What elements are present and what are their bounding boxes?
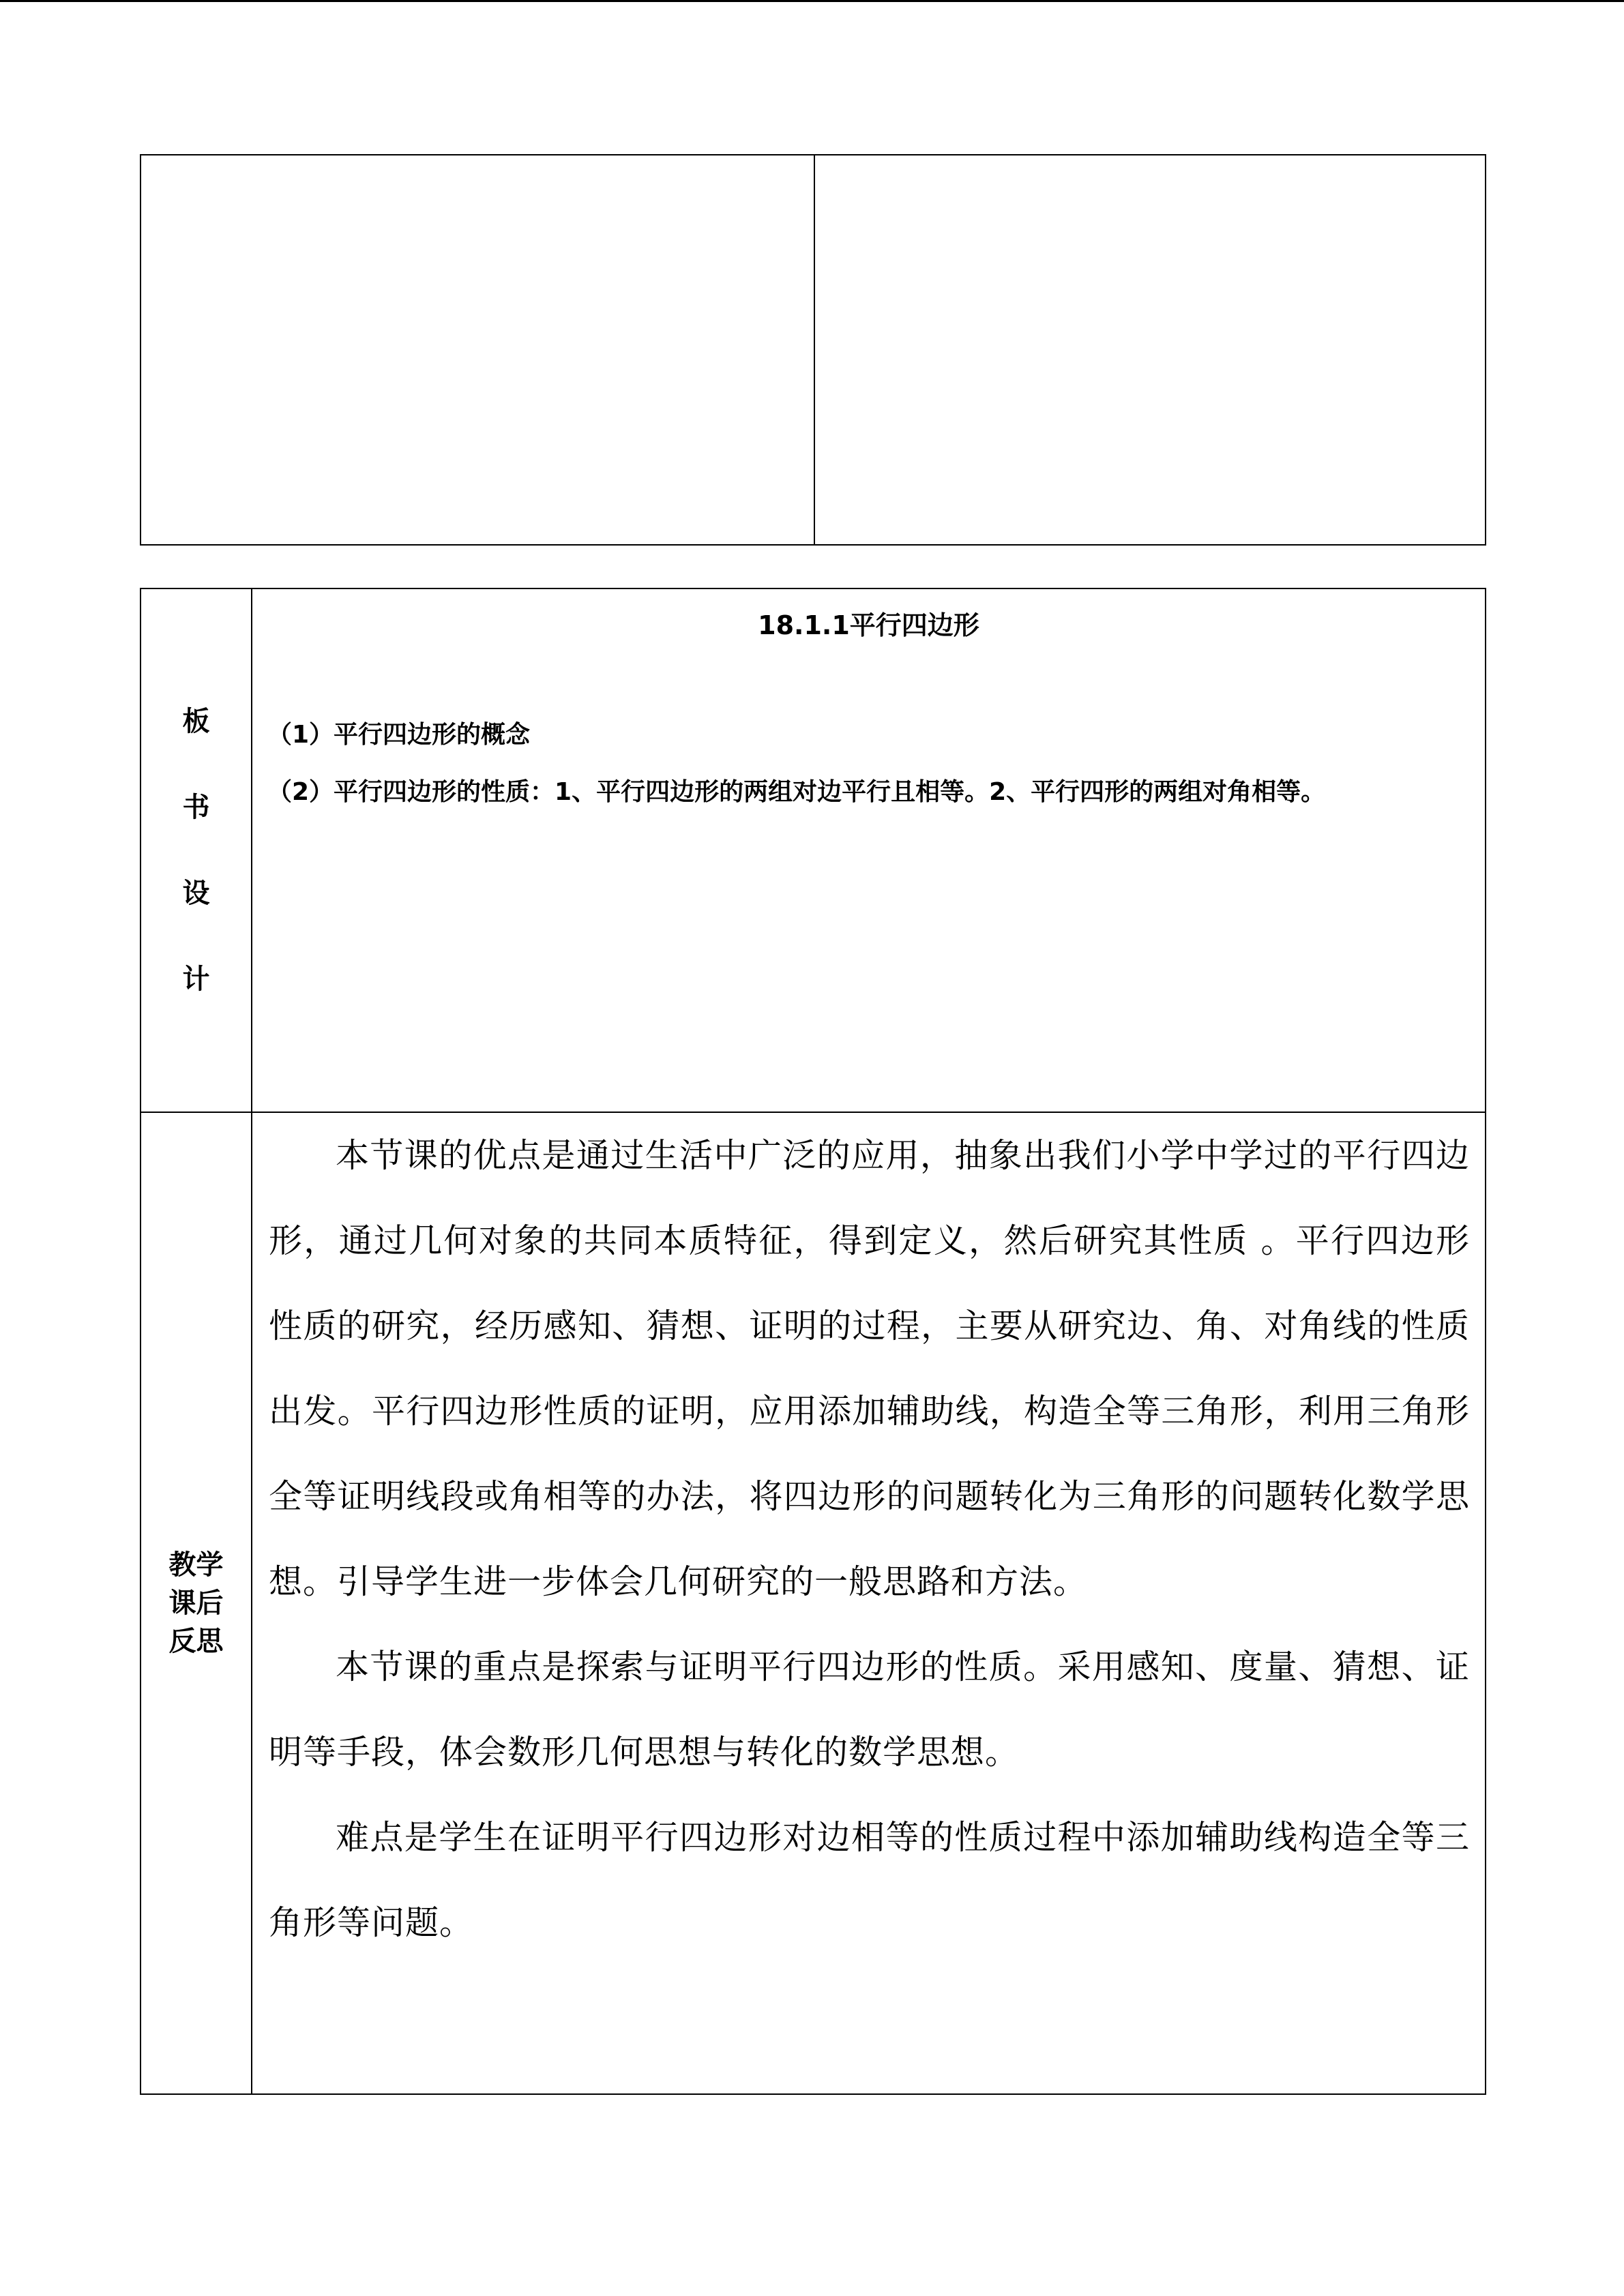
board-label-char: 板 <box>182 705 210 737</box>
board-item: （2）平行四边形的性质：1、平行四边形的两组对边平行且相等。2、平行四形的两组对角相等。 <box>267 778 1326 806</box>
empty-cell-left <box>141 155 814 545</box>
lesson-table <box>140 588 1486 2095</box>
reflection-label-line: 反思 <box>168 1625 224 1657</box>
reflection-label-line: 教学 <box>168 1549 224 1581</box>
board-title: 18.1.1平行四边形 <box>758 610 979 640</box>
board-design-label <box>141 588 252 1112</box>
page-top-border <box>0 0 1624 2</box>
reflection-label <box>141 1112 252 2094</box>
board-design-content <box>252 588 1486 1112</box>
empty-cell-right <box>814 155 1486 545</box>
board-label-char: 计 <box>182 963 210 995</box>
board-label-char: 设 <box>182 877 210 909</box>
top-empty-table <box>140 154 1486 546</box>
reflection-paragraph: 本节课的优点是通过生活中广泛的应用，抽象出我们小学中学过的平行四边形，通过几何对象的共同本质特征，得到定义，然后研究其性质 。平行四边形性质的研究，经历感知、猜想、证明的过程，主要从研究边、角、对角线的性质出发。平行四边形性质的证明，应用添加辅助线，构造全等三角形，利用三角形全等证明线段或角相等的办法，将四边形的问题转化为三角形的问题转化数学思想。引导学生进一步体会几何研究的一般思路和方法。 <box>269 1136 1470 1601</box>
reflection-paragraph: 本节课的重点是探索与证明平行四边形的性质。采用感知、度量、猜想、证明等手段，体会数形几何思想与转化的数学思想。 <box>269 1648 1470 1772</box>
board-item: （1）平行四边形的概念 <box>267 721 531 749</box>
board-items <box>267 706 1444 821</box>
board-label-char: 书 <box>182 791 210 823</box>
reflection-paragraph: 难点是学生在证明平行四边形对边相等的性质过程中添加辅助线构造全等三角形等问题。 <box>269 1818 1470 1942</box>
reflection-content <box>252 1112 1486 2094</box>
reflection-label-line: 课后 <box>168 1587 224 1619</box>
